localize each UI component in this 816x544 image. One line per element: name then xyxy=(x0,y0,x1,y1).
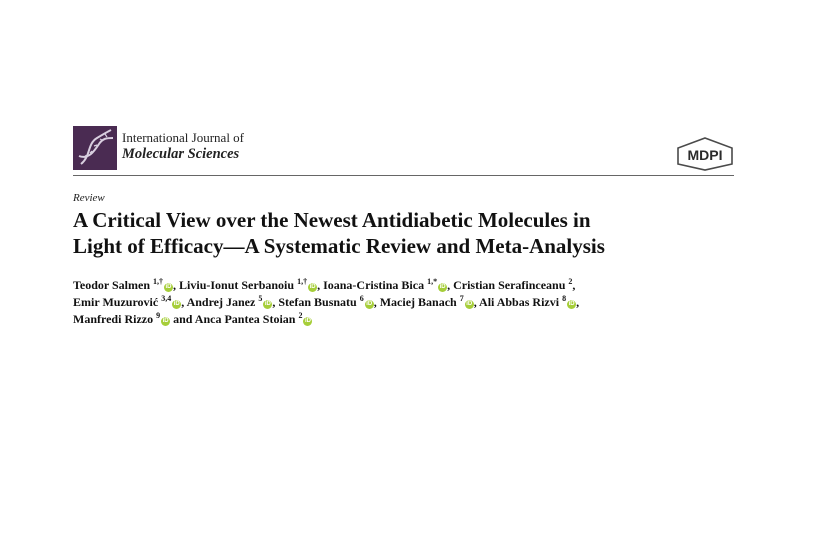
author-affiliation: 1,† xyxy=(297,277,308,286)
author-separator: , xyxy=(572,278,576,292)
author-line-2 xyxy=(73,294,734,311)
author-affiliation: 8 xyxy=(562,294,567,303)
author-name: Manfredi Rizzo xyxy=(73,312,154,326)
author-name: Stefan Busnatu xyxy=(278,295,357,309)
author-affiliation: 7 xyxy=(459,294,464,303)
author-affiliation: 2 xyxy=(568,277,573,286)
author xyxy=(179,278,317,292)
author-name: Emir Muzurović xyxy=(73,295,159,309)
publisher-name: MDPI xyxy=(687,147,723,163)
author-separator: , xyxy=(373,295,380,309)
author-separator: , xyxy=(473,295,480,309)
orcid-icon[interactable]: iD xyxy=(264,301,271,307)
author-name: Cristian Serafinceanu xyxy=(453,278,566,292)
author-affiliation: 5 xyxy=(258,294,263,303)
orcid-icon[interactable]: iD xyxy=(466,301,473,307)
mdpi-logo-icon xyxy=(676,136,734,172)
author-final-separator: and xyxy=(170,312,195,326)
author xyxy=(453,278,572,292)
author-name: Liviu-Ionut Serbanoiu xyxy=(179,278,295,292)
article-type: Review xyxy=(73,192,105,204)
dna-helix-logo-icon xyxy=(73,126,117,170)
author-separator: , xyxy=(272,295,279,309)
journal-name-line2: Molecular Sciences xyxy=(122,146,240,162)
author-line-3 xyxy=(73,311,734,328)
author-separator: , xyxy=(173,278,180,292)
author-separator: , xyxy=(576,295,580,309)
orcid-icon[interactable]: iD xyxy=(309,284,316,290)
author-affiliation: 1,† xyxy=(153,277,164,286)
orcid-icon[interactable]: iD xyxy=(162,318,169,324)
article-title-line-1: A Critical View over the Newest Antidiabetic Molecules in xyxy=(73,208,591,232)
author xyxy=(278,295,373,309)
orcid-icon[interactable]: iD xyxy=(568,301,575,307)
author xyxy=(73,278,173,292)
article-title xyxy=(73,207,734,259)
author-affiliation: 2 xyxy=(298,311,303,320)
author xyxy=(73,312,170,326)
orcid-icon[interactable]: iD xyxy=(304,318,311,324)
author-name: Andrej Janez xyxy=(186,295,256,309)
orcid-icon[interactable]: iD xyxy=(173,301,180,307)
author-line-1 xyxy=(73,277,734,294)
author xyxy=(187,295,273,309)
author-affiliation: 3,4 xyxy=(161,294,172,303)
author-name: Teodor Salmen xyxy=(73,278,151,292)
author-separator: , xyxy=(447,278,454,292)
article-title-line-2: Light of Efficacy—A Systematic Review and Meta-Analysis xyxy=(73,234,605,258)
author xyxy=(195,312,313,326)
author-affiliation: 9 xyxy=(156,311,161,320)
journal-name-line1: International Journal of xyxy=(122,130,245,145)
orcid-icon[interactable]: iD xyxy=(165,284,172,290)
header-rule xyxy=(73,175,734,176)
orcid-icon[interactable]: iD xyxy=(366,301,373,307)
author-affiliation: 6 xyxy=(359,294,364,303)
journal-name xyxy=(122,129,244,163)
author-name: Anca Pantea Stoian xyxy=(194,312,296,326)
author xyxy=(323,278,447,292)
author xyxy=(73,295,181,309)
author-list xyxy=(73,277,734,328)
author-name: Ali Abbas Rizvi xyxy=(479,295,560,309)
author-separator: , xyxy=(181,295,187,309)
author-name: Ioana-Cristina Bica xyxy=(323,278,425,292)
orcid-icon[interactable]: iD xyxy=(439,284,446,290)
author-affiliation: 1,* xyxy=(427,277,438,286)
author xyxy=(479,295,576,309)
author-name: Maciej Banach xyxy=(379,295,457,309)
author-separator: , xyxy=(317,278,324,292)
author xyxy=(380,295,474,309)
